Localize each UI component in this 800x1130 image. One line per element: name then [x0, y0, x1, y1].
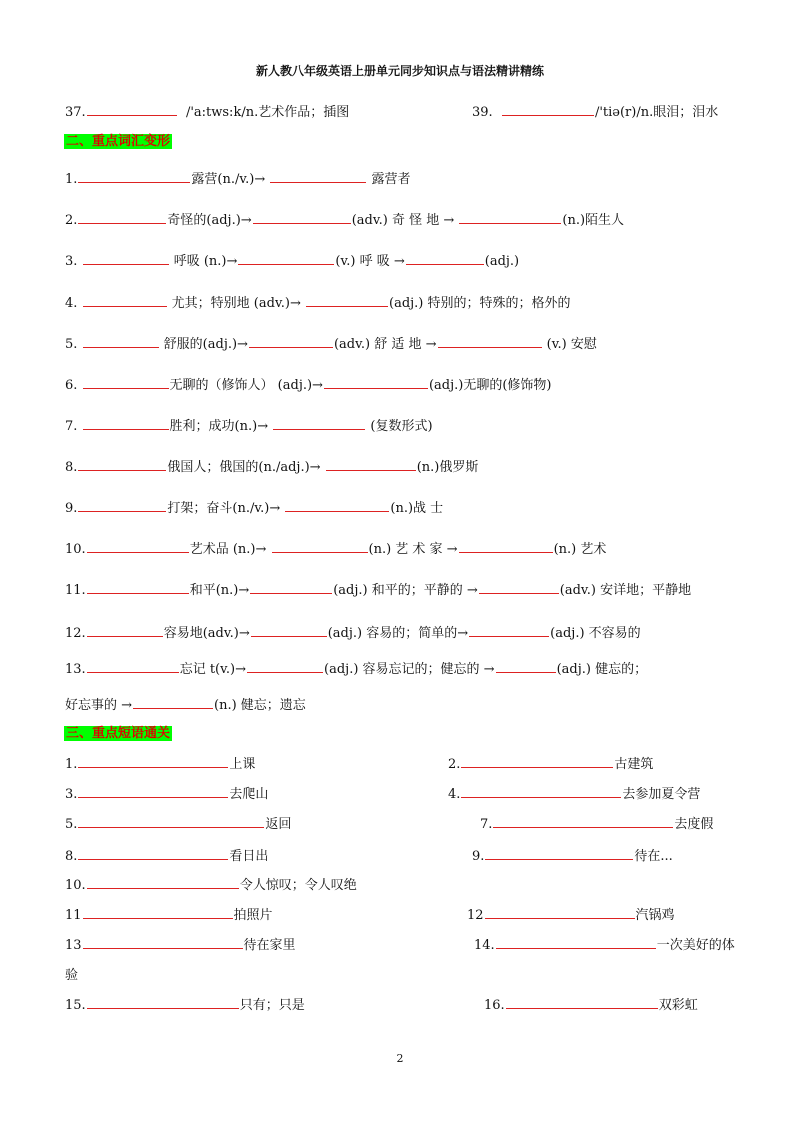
form-row-1	[65, 168, 411, 187]
answer-blank[interactable]	[87, 581, 189, 594]
form-row-3	[65, 250, 519, 269]
answer-blank[interactable]	[83, 376, 169, 389]
phrase-item	[65, 753, 255, 772]
form-row-2	[65, 209, 624, 228]
phrase-item	[448, 783, 700, 802]
answer-blank[interactable]	[238, 252, 334, 265]
item-text: 令人惊叹；令人叹绝	[239, 878, 357, 893]
answer-blank[interactable]	[485, 906, 635, 919]
item-text: 去度假	[674, 817, 714, 832]
answer-blank[interactable]	[461, 755, 613, 768]
row-text: 呼吸 (n.)→	[173, 254, 238, 269]
answer-blank[interactable]	[506, 996, 658, 1009]
row-text: (adj.) 和平的；平静的 →	[333, 583, 478, 598]
answer-blank[interactable]	[485, 847, 633, 860]
row-text: 和平(n.)→	[189, 583, 250, 598]
answer-blank[interactable]	[324, 376, 428, 389]
page-title: 新人教八年级英语上册单元同步知识点与语法精讲精练	[255, 64, 544, 78]
row-text: (adj.) 容易的；简单的→	[327, 626, 469, 641]
item-number: 7.	[480, 817, 493, 832]
answer-blank[interactable]	[438, 335, 542, 348]
item-number: 1.	[65, 757, 78, 772]
answer-blank[interactable]	[285, 499, 389, 512]
item-number: 13	[65, 938, 82, 953]
answer-blank[interactable]	[78, 815, 264, 828]
row-text: (n.) 艺术	[553, 542, 607, 557]
row-text: (v.) 呼 吸 →	[335, 254, 405, 269]
answer-blank[interactable]	[406, 252, 484, 265]
answer-blank[interactable]	[83, 252, 169, 265]
form-row-9	[65, 497, 443, 516]
answer-blank[interactable]	[87, 624, 163, 637]
row-number: 3.	[65, 254, 82, 269]
phrase-item	[65, 904, 273, 923]
answer-blank[interactable]	[87, 876, 239, 889]
vocab-item-37	[65, 101, 349, 120]
row-text: (n.)俄罗斯	[416, 460, 479, 475]
row-text: 俄国人；俄国的(n./adj.)→	[167, 460, 325, 475]
answer-blank[interactable]	[459, 540, 553, 553]
phrase-item	[65, 874, 357, 893]
answer-blank[interactable]	[469, 624, 549, 637]
form-row-4	[65, 292, 571, 311]
answer-blank[interactable]	[250, 581, 332, 594]
item-number: 15.	[65, 998, 86, 1013]
row-number: 10.	[65, 542, 86, 557]
form-row-12	[65, 622, 641, 641]
answer-blank[interactable]	[83, 936, 243, 949]
item-text: 古建筑	[614, 757, 654, 772]
answer-blank[interactable]	[270, 170, 366, 183]
row-number: 12.	[65, 626, 86, 641]
row-number: 9.	[65, 501, 78, 516]
form-row-7	[65, 415, 433, 434]
answer-blank[interactable]	[78, 785, 228, 798]
answer-blank[interactable]	[83, 417, 169, 430]
item-number: 11	[65, 908, 82, 923]
item-number: 8.	[65, 849, 78, 864]
item-number: 2.	[448, 757, 461, 772]
row-text: 容易地(adv.)→	[163, 626, 250, 641]
item-text: 看日出	[229, 849, 269, 864]
item-number: 3.	[65, 787, 78, 802]
row-text: 艺术品 (n.)→	[189, 542, 271, 557]
row-text: (adj.) 特别的；特殊的；格外的	[389, 296, 571, 311]
answer-blank[interactable]	[479, 581, 559, 594]
row-text: 尤其；特别地 (adv.)→	[167, 296, 305, 311]
answer-blank[interactable]	[326, 458, 416, 471]
item-text: 一次美好的体	[656, 938, 735, 953]
item-text: /'a:tws:k/n.艺术作品；插图	[185, 105, 350, 120]
item-text: 去爬山	[229, 787, 269, 802]
item-number: 14.	[474, 938, 495, 953]
answer-blank[interactable]	[273, 417, 365, 430]
page-number: 2	[396, 1052, 404, 1065]
row-text: 忘记 t(v.)→	[179, 662, 247, 677]
row-text: (adv.) 奇 怪 地 →	[351, 213, 455, 228]
phrase-item	[474, 934, 735, 953]
row-text: (n.)陌生人	[562, 213, 625, 228]
section-label: 二、重点词汇变形	[66, 134, 171, 149]
row-text: 露营(n./v.)→	[191, 172, 266, 187]
form-row-13-cont	[65, 694, 306, 713]
answer-blank[interactable]	[83, 335, 159, 348]
vocab-item-39	[472, 101, 718, 120]
item-text: 上课	[229, 757, 256, 772]
answer-blank[interactable]	[78, 847, 228, 860]
answer-blank[interactable]	[496, 660, 556, 673]
item-number: 39.	[472, 105, 493, 120]
answer-blank[interactable]	[502, 103, 594, 116]
answer-blank[interactable]	[78, 170, 190, 183]
row-text: (adj.)	[484, 254, 520, 269]
item-text: 验	[65, 968, 79, 983]
item-text: 汽锅鸡	[635, 908, 675, 923]
form-row-5	[65, 333, 597, 352]
phrase-item	[65, 994, 305, 1013]
row-text: (v.) 安慰	[542, 337, 597, 352]
form-row-13	[65, 658, 647, 677]
answer-blank[interactable]	[249, 335, 333, 348]
phrase-item-cont	[65, 964, 78, 983]
form-row-10	[65, 538, 606, 557]
answer-blank[interactable]	[78, 458, 166, 471]
row-text: (adv.) 安详地；平静地	[559, 583, 692, 598]
item-text: 去参加夏令营	[622, 787, 701, 802]
phrase-item	[65, 934, 296, 953]
answer-blank[interactable]	[251, 624, 327, 637]
item-number: 12	[467, 908, 484, 923]
answer-blank[interactable]	[133, 696, 213, 709]
phrase-item	[467, 904, 675, 923]
row-number: 1.	[65, 172, 78, 187]
phrase-item	[480, 813, 713, 832]
row-text: (n.) 艺 术 家 →	[368, 542, 458, 557]
row-text: (adj.)无聊的(修饰物)	[428, 378, 552, 393]
answer-blank[interactable]	[459, 211, 561, 224]
answer-blank[interactable]	[87, 103, 177, 116]
answer-blank[interactable]	[83, 906, 233, 919]
row-number: 5.	[65, 337, 82, 352]
answer-blank[interactable]	[87, 996, 239, 1009]
row-text: 打架；奋斗(n./v.)→	[167, 501, 285, 516]
phrase-item	[484, 994, 698, 1013]
row-text: 露营者	[371, 172, 411, 187]
answer-blank[interactable]	[247, 660, 323, 673]
row-text: (复数形式)	[366, 419, 433, 434]
item-text: 返回	[265, 817, 292, 832]
item-number: 4.	[448, 787, 461, 802]
answer-blank[interactable]	[78, 499, 166, 512]
form-row-8	[65, 456, 478, 475]
answer-blank[interactable]	[461, 785, 621, 798]
row-number: 2.	[65, 213, 78, 228]
row-number: 4.	[65, 296, 82, 311]
item-text: /'tiə(r)/n.眼泪；泪水	[594, 105, 719, 120]
item-number: 5.	[65, 817, 78, 832]
row-number: 8.	[65, 460, 78, 475]
item-text: 拍照片	[233, 908, 273, 923]
form-row-11	[65, 579, 691, 598]
answer-blank[interactable]	[78, 211, 166, 224]
phrase-item	[65, 813, 291, 832]
item-text: 双彩虹	[658, 998, 698, 1013]
answer-blank[interactable]	[272, 540, 368, 553]
phrase-item	[65, 845, 268, 864]
answer-blank[interactable]	[83, 294, 167, 307]
item-text: 只有；只是	[239, 998, 305, 1013]
row-text: (adj.) 健忘的；	[556, 662, 648, 677]
section-label: 三、重点短语通关	[66, 726, 171, 741]
section-heading-3	[64, 722, 172, 741]
answer-blank[interactable]	[253, 211, 351, 224]
row-text: (adj.) 不容易的	[550, 626, 641, 641]
answer-blank[interactable]	[87, 540, 189, 553]
row-number: 13.	[65, 662, 86, 677]
answer-blank[interactable]	[493, 815, 673, 828]
item-number: 9.	[472, 849, 485, 864]
item-number: 16.	[484, 998, 505, 1013]
row-text: 舒服的(adj.)→	[159, 337, 248, 352]
row-text: 胜利；成功(n.)→	[169, 419, 273, 434]
form-row-6	[65, 374, 551, 393]
phrase-item	[472, 845, 673, 864]
phrase-item	[448, 753, 653, 772]
row-text: 无聊的（修饰人） (adj.)→	[169, 378, 323, 393]
row-number: 6.	[65, 378, 82, 393]
row-text: (n.) 健忘；遗忘	[214, 698, 306, 713]
item-text: 待在家里	[243, 938, 296, 953]
section-heading-2	[64, 130, 172, 149]
answer-blank[interactable]	[87, 660, 179, 673]
row-text: (adv.) 舒 适 地 →	[333, 337, 437, 352]
item-text: 待在...	[634, 849, 673, 864]
row-text: (n.)战 士	[390, 501, 444, 516]
row-text: 好忘事的 →	[65, 698, 133, 713]
item-number: 10.	[65, 878, 86, 893]
row-text: 奇怪的(adj.)→	[167, 213, 252, 228]
answer-blank[interactable]	[306, 294, 388, 307]
row-number: 11.	[65, 583, 86, 598]
answer-blank[interactable]	[78, 755, 228, 768]
row-number: 7.	[65, 419, 82, 434]
phrase-item	[65, 783, 268, 802]
item-number: 37.	[65, 105, 86, 120]
row-text: (adj.) 容易忘记的；健忘的 →	[324, 662, 495, 677]
answer-blank[interactable]	[496, 936, 656, 949]
